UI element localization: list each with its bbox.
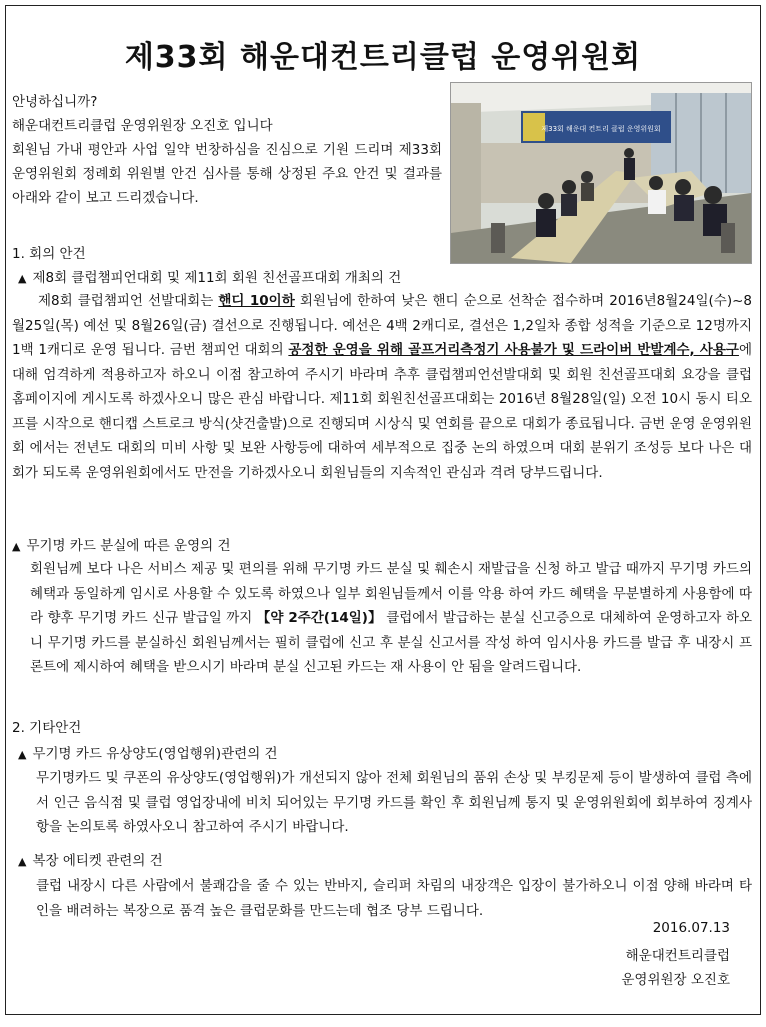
text-run: 에 대해 엄격하게 적용하고자 하오니 이점 참고하여 주시기 바라며 추후 클럽챔피언선발대회 및 회원 친선골프대회 요강을 클럽 홈페이지에 게시도록 하겠사오니 많은 관심 바랍니다. 제11회 회원친선골프대회는 2016년 8월28일(일) 오전 10시 동시 티오프를 시작으로 핸디캡 스트로크 방식(샷건출발)으로 진행되며 시상식 및 연회를 끝으로 대회가 종료됩니다. 금번 운영 운영위원회 에서는 전년도 대회의 미비 사항 및 보완 사항등에 대하여 세부적으로 집중 논의 하였으며 대회 분위기 조성등 보다 나은 대회가 되도록 운영위원회에서도 만전을 기하겠사오니 회원님들의 지속적인 관심과 격려 당부드립니다. (12, 342, 752, 481)
highlight-handicap: 핸디 10이하 (218, 293, 295, 309)
section1-item2-heading: 무기명 카드 분실에 따른 운영의 건 (26, 538, 231, 554)
notice-page (5, 5, 761, 1015)
highlight-period: 【약 2주간(14일)】 (256, 610, 382, 626)
meeting-photo (450, 82, 752, 264)
section1-item1-heading: 제8회 클럽챔피언대회 및 제11회 회원 친선골프대회 개최의 건 (32, 270, 402, 286)
section1-item2-heading-row (12, 534, 231, 554)
signature-club: 해운대컨트리클럽 (625, 948, 730, 964)
text-run: 제8회 클럽챔피언 선발대회는 (38, 293, 219, 309)
text-run: 회원님께 보다 나은 서비스 제공 및 편의를 위해 무기명 카드 분실 및 훼손시 재발급을 신청 하고 발급 때까지 무기명 카드의 혜택과 동일하게 임시로 사용할 수 있도록 하였으나 일부 회원님들께서 이를 악용 하여 카드 혜택을 무분별하게 사용함에 따라 향후 무기명 카드 신규 발급일 까지 (30, 561, 752, 626)
signature-date: 2016.07.13 (652, 920, 730, 936)
section1-item1-paragraph (12, 289, 752, 485)
photo-banner-text: 제33회 해운대 컨트리 클럽 운영위원회 (541, 125, 661, 133)
section2-heading: 2. 기타안건 (12, 720, 82, 736)
section2-item1-heading-row (18, 742, 278, 762)
intro-text (12, 90, 442, 210)
intro-speaker: 해운대컨트리클럽 운영위원장 오진호 입니다 (12, 118, 273, 134)
intro-body: 회원님 가내 평안과 사업 일약 번창하심을 진심으로 기원 드리며 제33회 운영위원회 정례회 위원별 안건 심사를 통해 상정된 주요 안건 및 결과를 아래와 같이 보고 드리겠습니다. (12, 142, 442, 206)
intro-greeting: 안녕하십니까? (12, 94, 98, 110)
section2-item2-heading: 복장 에티켓 관련의 건 (32, 853, 163, 869)
highlight-rules: 공정한 운영을 위해 골프거리측정기 사용불가 및 드라이버 반발계수, 사용구 (288, 342, 739, 358)
text-run: 클럽에서 발급하는 분실 신고증으로 대체하여 운영하고자 하오니 무기명 카드를 분실하신 회원님께서는 필히 클럽에 신고 후 분실 신고서를 작성 하여 임시사용 카드를 발급 후 내장시 프론트에 제시하여 혜택을 받으시기 바라며 분실 신고된 카드는 재 사용이 안 됨을 알려드립니다. (30, 610, 752, 675)
triangle-icon: ▲ (18, 272, 27, 285)
triangle-icon: ▲ (12, 540, 21, 553)
triangle-icon: ▲ (18, 855, 27, 868)
text-run: 회원님에 한하여 낮은 핸디 순으로 선착순 접수하며 2016년8월24일(수)~8월25일(목) 예선 및 8월26일(금) 결선으로 진행됩니다. 예선은 4백 2캐디로, 결선은 1,2일차 종합 성적을 기준으로 12명까지 1백 1캐디로 운영 됩니다. 금번 챔피언 대회의 (12, 293, 752, 358)
section2-item2-paragraph: 클럽 내장시 다른 사람에서 불쾌감을 줄 수 있는 반바지, 슬리퍼 차림의 내장객은 입장이 불가하오니 이점 양해 바라며 타인을 배려하는 복장으로 품격 높은 클럽문화를 만드는데 협조 당부 드립니다. (36, 878, 752, 919)
section2-item1-paragraph: 무기명카드 및 쿠폰의 유상양도(영업행위)가 개선되지 않아 전체 회원님의 품위 손상 및 부킹문제 등이 발생하여 클럽 측에서 인근 음식점 및 클럽 영업장내에 비치 되어있는 무기명 카드를 확인 후 회원님께 통지 및 운영위원회에 회부하여 징계사항을 논의토록 하였사오니 참고하여 주시기 바랍니다. (36, 770, 752, 835)
section1-item2-paragraph (30, 557, 752, 680)
triangle-icon: ▲ (18, 748, 27, 761)
signature-signer: 운영위원장 오진호 (621, 972, 730, 988)
section1-item1-heading-row (18, 266, 401, 286)
section1-heading: 1. 회의 안건 (12, 246, 86, 262)
section2-item1-heading: 무기명 카드 유상양도(영업행위)관련의 건 (32, 746, 278, 762)
section2-item2-heading-row (18, 849, 163, 869)
page-title: 제33회 해운대컨트리클럽 운영위원회 (124, 40, 642, 75)
